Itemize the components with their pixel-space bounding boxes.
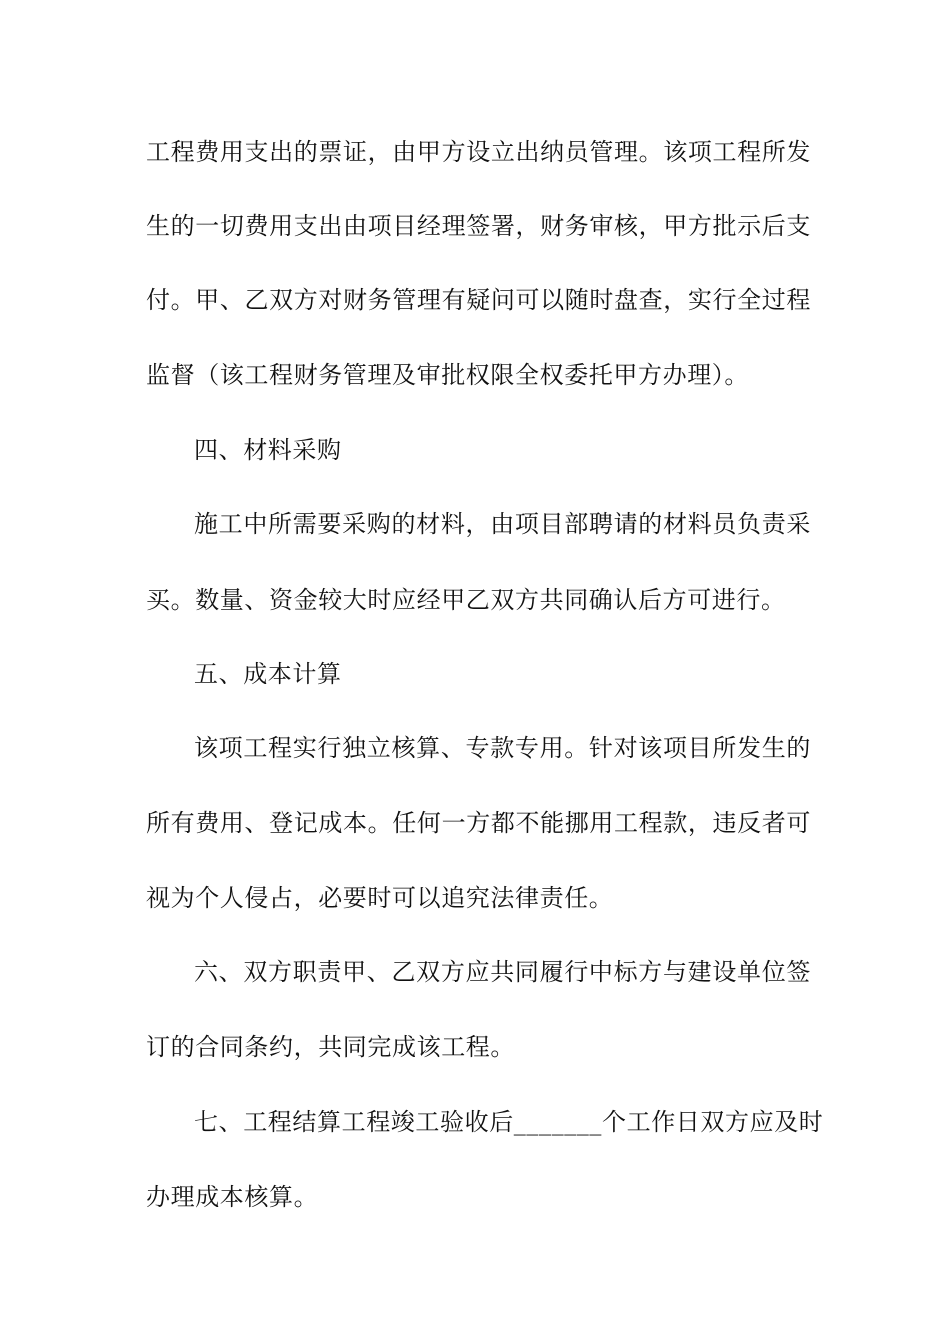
paragraph-line: 订的合同条约，共同完成该工程。: [146, 1033, 515, 1061]
paragraph-line: 生的一切费用支出由项目经理签署，财务审核，甲方批示后支: [146, 212, 811, 240]
paragraph-line: 办理成本核算。: [146, 1183, 319, 1211]
paragraph-line: 该项工程实行独立核算、专款专用。针对该项目所发生的: [194, 734, 811, 762]
section-heading: 五、成本计算: [194, 660, 342, 688]
section-heading: 四、材料采购: [194, 436, 342, 464]
paragraph-line: 工程费用支出的票证，由甲方设立出纳员管理。该项工程所发: [146, 138, 811, 166]
paragraph-line: 七、工程结算工程竣工验收后_______个工作日双方应及时: [194, 1108, 824, 1136]
paragraph-line: 视为个人侵占，必要时可以追究法律责任。: [146, 884, 614, 912]
paragraph-line: 六、双方职责甲、乙双方应共同履行中标方与建设单位签: [194, 958, 811, 986]
paragraph-line: 监督（该工程财务管理及审批权限全权委托甲方办理）。: [146, 361, 749, 389]
paragraph-line: 买。数量、资金较大时应经甲乙双方共同确认后方可进行。: [146, 586, 786, 614]
paragraph-line: 付。甲、乙双方对财务管理有疑问可以随时盘查，实行全过程: [146, 286, 811, 314]
paragraph-line: 所有费用、登记成本。任何一方都不能挪用工程款，违反者可: [146, 809, 811, 837]
paragraph-line: 施工中所需要采购的材料，由项目部聘请的材料员负责采: [194, 510, 811, 538]
